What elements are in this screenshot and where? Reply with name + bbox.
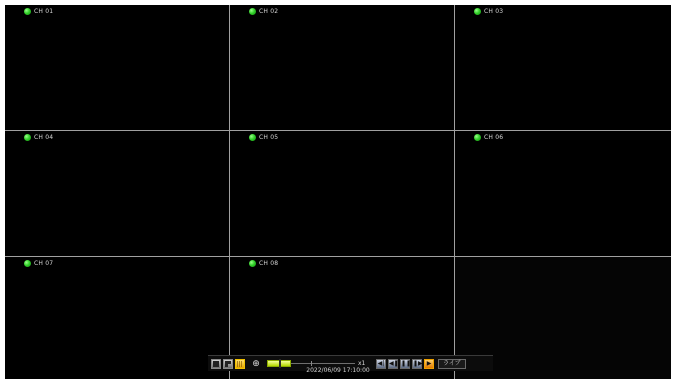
speed-label: x1 <box>358 360 366 367</box>
channel-name: CH 01 <box>34 8 54 15</box>
camera-viewer <box>5 5 671 379</box>
pause-button[interactable]: ❚❚ <box>401 359 412 367</box>
channel-name: CH 04 <box>34 134 54 141</box>
status-dot-icon <box>249 8 256 15</box>
channel-name: CH 08 <box>259 260 279 267</box>
step-forward-button[interactable]: ❚▶ <box>413 359 423 367</box>
camera-cell-ch05[interactable] <box>230 131 454 256</box>
channel-label <box>24 260 53 267</box>
channel-label <box>24 134 53 141</box>
channel-name: CH 07 <box>34 260 54 267</box>
status-dot-icon <box>24 134 31 141</box>
status-dot-icon <box>474 134 481 141</box>
channel-name: CH 06 <box>484 134 504 141</box>
channel-name: CH 03 <box>484 8 504 15</box>
status-dot-icon <box>249 260 256 267</box>
camera-cell-ch07[interactable] <box>5 257 229 379</box>
step-back-button[interactable]: ◀❚ <box>389 359 399 367</box>
play-button[interactable]: ▶ <box>424 359 434 369</box>
camera-cell-ch04[interactable] <box>5 131 229 256</box>
camera-cell-ch01[interactable] <box>5 5 229 130</box>
status-dot-icon <box>474 8 481 15</box>
channel-name: CH 05 <box>259 134 279 141</box>
channel-label <box>249 134 278 141</box>
skip-back-button[interactable]: ◀| <box>377 359 385 367</box>
channel-name: CH 02 <box>259 8 279 15</box>
camera-cell-ch06[interactable] <box>455 131 671 256</box>
channel-label <box>474 134 503 141</box>
channel-label <box>474 8 503 15</box>
timeline-slider[interactable] <box>267 360 355 367</box>
live-button[interactable]: ライブ <box>438 359 466 369</box>
timeline-tick <box>311 361 312 366</box>
status-dot-icon <box>24 260 31 267</box>
camera-cell-ch03[interactable] <box>455 5 671 130</box>
channel-label <box>249 260 278 267</box>
camera-grid <box>5 5 671 379</box>
zoom-icon[interactable]: ⊕ <box>252 358 260 369</box>
playback-datetime: 2022/06/09 17:10:00 <box>306 367 370 374</box>
status-dot-icon <box>24 8 31 15</box>
channel-label <box>249 8 278 15</box>
channel-label <box>24 8 53 15</box>
status-dot-icon <box>249 134 256 141</box>
camera-cell-ch02[interactable] <box>230 5 454 130</box>
